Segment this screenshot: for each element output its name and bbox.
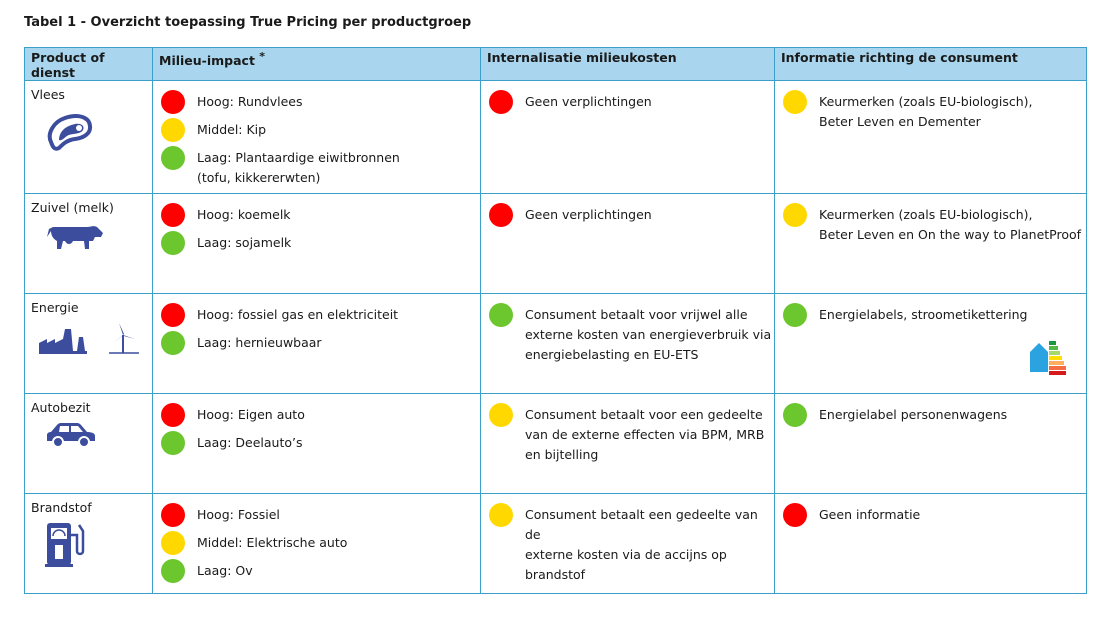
- entry-line: externe kosten via de accijns op: [525, 547, 727, 562]
- entry-line: Keurmerken (zoals EU-biologisch),: [819, 94, 1033, 109]
- entry-line: energiebelasting en EU-ETS: [525, 347, 699, 362]
- internalisation-cell: [481, 494, 775, 594]
- entry-text: [197, 304, 398, 325]
- impact-entry: [161, 404, 480, 427]
- entry-line: Hoog: Fossiel: [197, 507, 280, 522]
- red-indicator-dot: [161, 503, 185, 527]
- entry-line: Hoog: Eigen auto: [197, 407, 305, 422]
- red-indicator-dot: [489, 90, 513, 114]
- internalisation-cell: [481, 394, 775, 494]
- red-indicator-dot: [489, 203, 513, 227]
- impact-cell: [153, 494, 481, 594]
- information-cell: [775, 394, 1087, 494]
- entry-line: Geen informatie: [819, 507, 921, 522]
- entry-line: Laag: Deelauto’s: [197, 435, 303, 450]
- table-row: [25, 294, 1087, 394]
- table-header-row: [25, 48, 1087, 81]
- entry-text: [197, 147, 400, 188]
- yellow-indicator-dot: [161, 531, 185, 555]
- impact-cell: [153, 81, 481, 194]
- entry-line: van de externe effecten via BPM, MRB: [525, 427, 765, 442]
- footnote-mark: *: [259, 50, 266, 63]
- information-cell: [775, 81, 1087, 194]
- entry-text: [197, 404, 305, 425]
- impact-cell: [153, 394, 481, 494]
- internalisation-cell: [481, 294, 775, 394]
- entry-text: [525, 204, 652, 225]
- entry-text: [197, 204, 291, 225]
- entry-text: [819, 304, 1027, 325]
- product-cell: [25, 81, 153, 194]
- entry-line: Laag: sojamelk: [197, 235, 292, 250]
- entry-line: Geen verplichtingen: [525, 207, 652, 222]
- product-cell: [25, 494, 153, 594]
- internalisation-entry: [489, 204, 774, 227]
- green-indicator-dot: [161, 331, 185, 355]
- product-cell: [25, 194, 153, 294]
- entry-line: Hoog: fossiel gas en elektriciteit: [197, 307, 399, 322]
- impact-entry: [161, 560, 480, 583]
- steak-icon: [45, 108, 146, 155]
- entry-line: Keurmerken (zoals EU-biologisch),: [819, 207, 1033, 222]
- entry-line: Beter Leven en On the way to PlanetProof: [819, 227, 1082, 242]
- table-row: [25, 394, 1087, 494]
- impact-entry: [161, 147, 480, 188]
- information-entry: [783, 91, 1086, 132]
- information-entry: [783, 204, 1086, 245]
- product-name: Vlees: [31, 87, 65, 102]
- impact-entry: [161, 504, 480, 527]
- entry-text: [197, 232, 291, 253]
- table-row: [25, 81, 1087, 194]
- impact-cell: [153, 294, 481, 394]
- entry-text: [819, 404, 1007, 425]
- product-name: Brandstof: [31, 500, 92, 515]
- internalisation-entry: [489, 504, 774, 585]
- internalisation-entry: [489, 404, 774, 465]
- header-impact: Milieu-impact *: [153, 48, 481, 81]
- entry-text: [197, 560, 253, 581]
- entry-line: Laag: Ov: [197, 563, 253, 578]
- entry-line: Middel: Elektrische auto: [197, 535, 348, 550]
- green-indicator-dot: [783, 403, 807, 427]
- header-information: Informatie richting de consument: [775, 48, 1087, 81]
- entry-text: [819, 204, 1081, 245]
- table-row: [25, 494, 1087, 594]
- green-indicator-dot: [161, 431, 185, 455]
- car-icon: [45, 421, 146, 452]
- impact-entry: [161, 232, 480, 255]
- impact-entry: [161, 119, 480, 142]
- entry-line: Hoog: koemelk: [197, 207, 291, 222]
- entry-line: Energielabel personenwagens: [819, 407, 1008, 422]
- information-entry: [783, 504, 1086, 527]
- entry-line: Geen verplichtingen: [525, 94, 652, 109]
- energy-label-icon: [1028, 338, 1066, 379]
- internalisation-entry: [489, 304, 774, 365]
- yellow-indicator-dot: [489, 503, 513, 527]
- information-entry: [783, 404, 1086, 427]
- impact-entry: [161, 532, 480, 555]
- yellow-indicator-dot: [783, 203, 807, 227]
- entry-line: externe kosten van energieverbruik via: [525, 327, 772, 342]
- information-entry: [783, 304, 1086, 327]
- red-indicator-dot: [161, 403, 185, 427]
- entry-line: Middel: Kip: [197, 122, 267, 137]
- entry-line: Consument betaalt voor vrijwel alle: [525, 307, 748, 322]
- impact-entry: [161, 304, 480, 327]
- factory-wind-turbine-icon: [39, 321, 146, 358]
- entry-text: [819, 504, 920, 525]
- entry-text: [197, 332, 322, 353]
- yellow-indicator-dot: [161, 118, 185, 142]
- information-cell: [775, 294, 1087, 394]
- impact-entry: [161, 91, 480, 114]
- green-indicator-dot: [783, 303, 807, 327]
- header-internalisation: Internalisatie milieukosten: [481, 48, 775, 81]
- entry-line: Laag: hernieuwbaar: [197, 335, 322, 350]
- red-indicator-dot: [161, 303, 185, 327]
- entry-text: [525, 404, 764, 465]
- entry-text: [525, 504, 774, 585]
- table-caption: Tabel 1 - Overzicht toepassing True Pricing per productgroep: [24, 15, 472, 30]
- internalisation-cell: [481, 81, 775, 194]
- cow-icon: [45, 221, 146, 256]
- impact-entry: [161, 332, 480, 355]
- information-cell: [775, 194, 1087, 294]
- entry-text: [197, 119, 266, 140]
- green-indicator-dot: [161, 146, 185, 170]
- red-indicator-dot: [161, 90, 185, 114]
- yellow-indicator-dot: [783, 90, 807, 114]
- red-indicator-dot: [161, 203, 185, 227]
- true-pricing-table: [24, 47, 1087, 594]
- entry-text: [525, 304, 771, 365]
- product-name: Energie: [31, 300, 79, 315]
- entry-text: [197, 532, 347, 553]
- entry-line: brandstof: [525, 567, 586, 582]
- product-cell: [25, 294, 153, 394]
- green-indicator-dot: [161, 559, 185, 583]
- fuel-pump-icon: [45, 521, 146, 572]
- impact-entry: [161, 432, 480, 455]
- product-name: Autobezit: [31, 400, 91, 415]
- impact-entry: [161, 204, 480, 227]
- internalisation-entry: [489, 91, 774, 114]
- red-indicator-dot: [783, 503, 807, 527]
- entry-line: Hoog: Rundvlees: [197, 94, 303, 109]
- impact-cell: [153, 194, 481, 294]
- product-cell: [25, 394, 153, 494]
- product-name: Zuivel (melk): [31, 200, 114, 215]
- entry-line: Energielabels, stroometikettering: [819, 307, 1028, 322]
- entry-line: Laag: Plantaardige eiwitbronnen: [197, 150, 400, 165]
- entry-text: [525, 91, 652, 112]
- entry-text: [197, 504, 280, 525]
- internalisation-cell: [481, 194, 775, 294]
- header-product: Product of dienst: [25, 48, 153, 81]
- entry-text: [197, 432, 303, 453]
- green-indicator-dot: [489, 303, 513, 327]
- entry-text: [819, 91, 1033, 132]
- entry-text: [197, 91, 302, 112]
- green-indicator-dot: [161, 231, 185, 255]
- entry-line: Beter Leven en Dementer: [819, 114, 981, 129]
- entry-line: (tofu, kikkererwten): [197, 170, 321, 185]
- entry-line: Consument betaalt een gedeelte van de: [525, 507, 758, 542]
- table-row: [25, 194, 1087, 294]
- yellow-indicator-dot: [489, 403, 513, 427]
- entry-line: Consument betaalt voor een gedeelte: [525, 407, 763, 422]
- entry-line: en bijtelling: [525, 447, 599, 462]
- information-cell: [775, 494, 1087, 594]
